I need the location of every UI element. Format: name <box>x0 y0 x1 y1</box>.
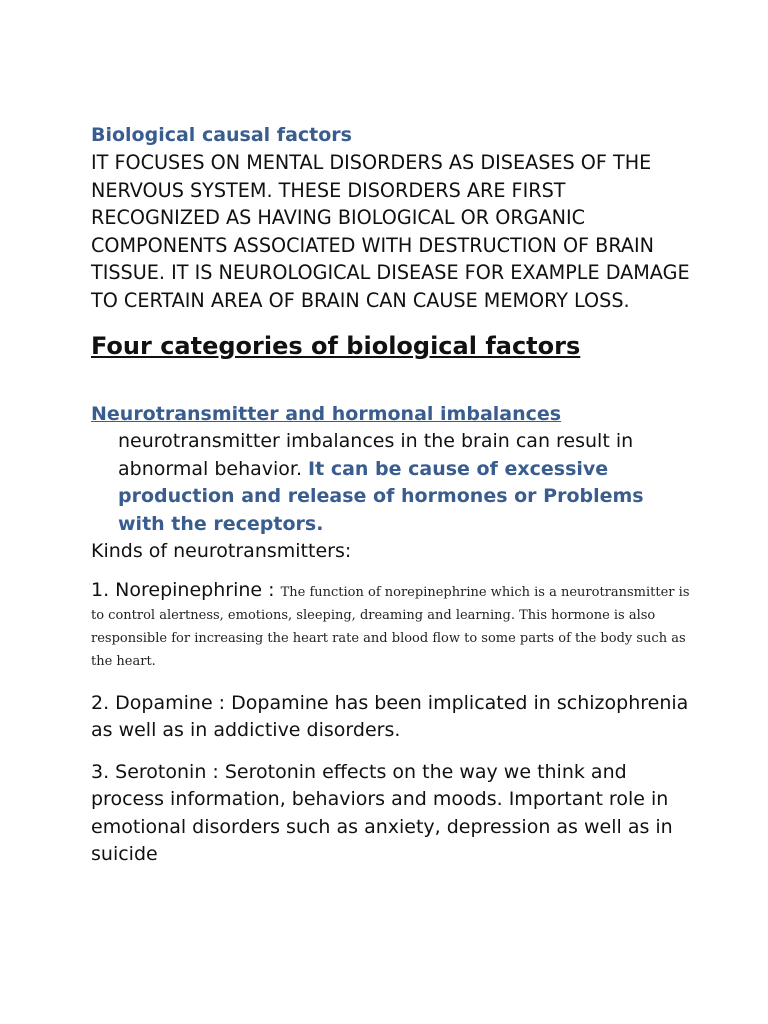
section-title: Biological causal factors <box>91 124 352 146</box>
list-item-head: 1. Norepinephrine : <box>91 578 281 601</box>
list-item-norepinephrine <box>91 580 691 672</box>
subsection-text-highlight: It can be cause of excessive production and release of hormones or Problems with the receptors. <box>118 457 644 535</box>
list-item-head: 3. Serotonin : <box>91 760 225 783</box>
subsection-title: Neurotransmitter and hormonal imbalances <box>91 403 562 425</box>
subsection-paragraph <box>118 428 691 538</box>
list-item-dopamine <box>91 690 691 745</box>
subsection-text-plain: neurotransmitter imbalances in the brain can result in abnormal behavior. <box>118 430 634 480</box>
list-item-serotonin <box>91 759 691 869</box>
list-item-text: The function of norepinephrine which is a neurotransmitter is to control alertness, emotions, sleeping, dreaming and learning. This hormone is also responsible for increasing the heart rate and blood flow to some parts of the body such as the heart. <box>91 584 690 669</box>
list-item-text: Serotonin effects on the way we think and process information, behaviors and moods. Important role in emotional disorders such as anxiety, depression as well as in suicide <box>91 760 673 865</box>
list-item-head: 2. Dopamine : <box>91 691 232 714</box>
categories-heading: Four categories of biological factors <box>91 332 581 360</box>
kinds-label: Kinds of neurotransmitters: <box>91 540 352 562</box>
document-page <box>91 121 691 869</box>
intro-paragraph: IT FOCUSES ON MENTAL DISORDERS AS DISEASES OF THE NERVOUS SYSTEM. THESE DISORDERS ARE FIRST RECOGNIZED AS HAVING BIOLOGICAL OR ORGANIC COMPONENTS ASSOCIATED WITH DESTRUCTION OF BRAIN TISSUE. IT IS NEUROLOGICAL DISEASE FOR EXAMPLE DAMAGE TO CERTAIN AREA OF BRAIN CAN CAUSE MEMORY LOSS. <box>91 151 690 312</box>
list-item-text: Dopamine has been implicated in schizophrenia as well as in addictive disorders. <box>91 691 689 741</box>
